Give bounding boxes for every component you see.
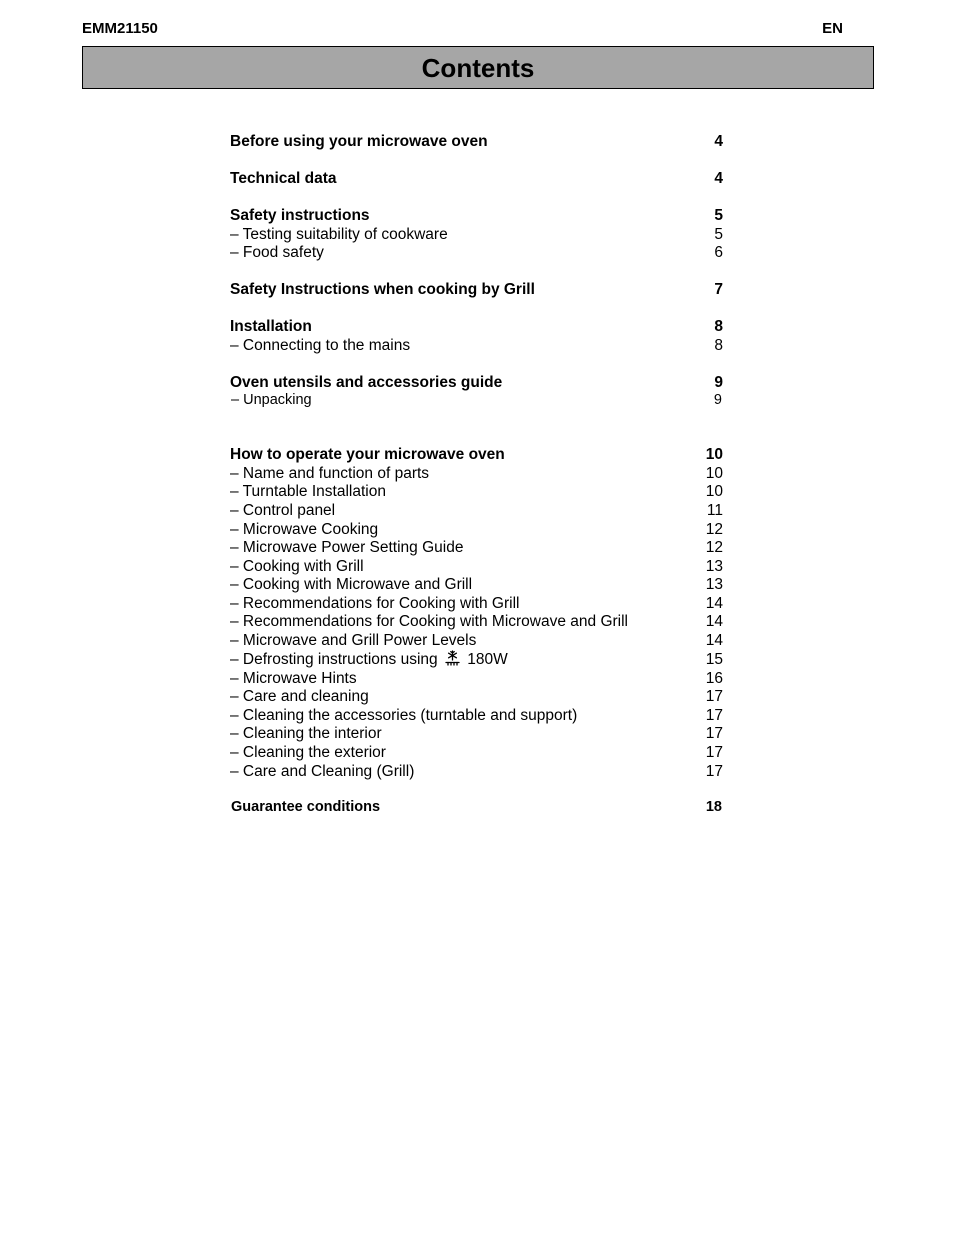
toc-subentry[interactable] bbox=[230, 538, 725, 557]
toc-entry[interactable] bbox=[230, 169, 725, 188]
toc-subentry[interactable] bbox=[230, 520, 725, 539]
toc-entry[interactable] bbox=[230, 132, 725, 151]
defrost-icon bbox=[444, 650, 461, 666]
toc-subentry[interactable] bbox=[230, 557, 725, 576]
toc-entry-label: – Microwave Hints bbox=[230, 670, 357, 687]
toc-entry-page: 5 bbox=[714, 207, 723, 224]
toc-entry-label: Safety Instructions when cooking by Grill bbox=[230, 281, 535, 298]
toc-entry[interactable] bbox=[230, 280, 725, 299]
toc-entry-label: – Testing suitability of cookware bbox=[230, 226, 448, 243]
toc-entry-page: 13 bbox=[705, 558, 723, 575]
title-bar bbox=[82, 46, 874, 89]
toc-subentry[interactable] bbox=[230, 724, 725, 743]
toc-entry-label: – Name and function of parts bbox=[230, 465, 430, 482]
toc-entry-page: 4 bbox=[714, 170, 723, 187]
toc-entry-page: 9 bbox=[714, 374, 723, 391]
toc-entry-page: 14 bbox=[705, 613, 723, 630]
toc-entry-page: 14 bbox=[705, 595, 723, 612]
toc-subentry[interactable] bbox=[230, 743, 725, 762]
toc-entry-label: – Control panel bbox=[230, 502, 336, 519]
toc-entry[interactable] bbox=[230, 317, 725, 336]
toc-entry-label: – Care and cleaning bbox=[230, 688, 369, 705]
toc-entry-page: 17 bbox=[705, 744, 723, 761]
page-title: Contents bbox=[421, 52, 535, 83]
toc-entry-label-suffix: 180W bbox=[467, 651, 508, 668]
toc-subentry[interactable] bbox=[230, 612, 725, 631]
toc-entry-label: Technical data bbox=[230, 170, 337, 187]
toc-subentry[interactable] bbox=[230, 225, 725, 244]
toc-entry-page: 10 bbox=[705, 465, 723, 482]
toc-entry-page: 11 bbox=[706, 502, 723, 519]
toc-entry-label: – Care and Cleaning (Grill) bbox=[230, 763, 415, 780]
toc-entry-label: Before using your microwave oven bbox=[230, 133, 488, 150]
toc-subentry[interactable] bbox=[230, 391, 725, 410]
toc-entry-label: Oven utensils and accessories guide bbox=[230, 374, 503, 391]
toc-entry-label: – Cleaning the interior bbox=[230, 725, 382, 742]
toc-subentry[interactable] bbox=[230, 243, 725, 262]
model-number: EMM21150 bbox=[82, 20, 158, 37]
toc-entry-page: 15 bbox=[705, 651, 723, 668]
toc-entry-page: 8 bbox=[714, 337, 723, 354]
toc-entry-label-group bbox=[230, 650, 508, 669]
toc-entry-page: 7 bbox=[714, 281, 723, 298]
toc-subentry[interactable] bbox=[230, 594, 725, 613]
toc-entry-label: – Cleaning the exterior bbox=[230, 744, 386, 761]
toc-entry-label: – Defrosting instructions using bbox=[230, 651, 438, 668]
toc-subentry[interactable] bbox=[230, 631, 725, 650]
toc-entry-page: 14 bbox=[705, 632, 723, 649]
toc-entry-label: – Microwave Cooking bbox=[230, 521, 379, 538]
toc-subentry[interactable] bbox=[230, 687, 725, 706]
toc-subentry[interactable] bbox=[230, 650, 725, 669]
toc-entry-page: 8 bbox=[714, 318, 723, 335]
toc-entry[interactable] bbox=[230, 798, 725, 817]
toc-subentry[interactable] bbox=[230, 464, 725, 483]
toc-entry-label: – Connecting to the mains bbox=[230, 337, 411, 354]
toc-subentry[interactable] bbox=[230, 706, 725, 725]
toc-entry-page: 10 bbox=[705, 483, 723, 500]
toc-subentry[interactable] bbox=[230, 336, 725, 355]
toc-entry-page: 12 bbox=[705, 521, 723, 538]
toc-entry-label: Guarantee conditions bbox=[231, 799, 381, 815]
toc-entry-page: 18 bbox=[705, 799, 722, 815]
toc-entry-page: 4 bbox=[714, 133, 723, 150]
toc-entry-page: 9 bbox=[713, 392, 722, 408]
toc-entry-label: – Turntable Installation bbox=[230, 483, 386, 500]
toc-subentry[interactable] bbox=[230, 762, 725, 781]
toc-entry-label: – Microwave Power Setting Guide bbox=[230, 539, 464, 556]
toc-entry-label: Installation bbox=[230, 318, 312, 335]
toc-entry-label: – Unpacking bbox=[231, 392, 312, 408]
toc-entry-label: – Cooking with Microwave and Grill bbox=[230, 576, 473, 593]
toc-entry-page: 16 bbox=[705, 670, 723, 687]
toc-entry-page: 13 bbox=[705, 576, 723, 593]
toc-entry-label: How to operate your microwave oven bbox=[230, 446, 505, 463]
toc-entry-label: – Recommendations for Cooking with Grill bbox=[230, 595, 520, 612]
toc-entry-label: – Recommendations for Cooking with Microwave and Grill bbox=[230, 613, 628, 630]
toc-entry-label: Safety instructions bbox=[230, 207, 370, 224]
toc-entry-page: 17 bbox=[705, 725, 723, 742]
toc-entry[interactable] bbox=[230, 206, 725, 225]
toc-entry-page: 17 bbox=[705, 707, 723, 724]
toc-entry-label: – Food safety bbox=[230, 244, 324, 261]
toc-entry-label: – Cooking with Grill bbox=[230, 558, 364, 575]
language-code: EN bbox=[822, 20, 843, 37]
toc-entry-label: – Microwave and Grill Power Levels bbox=[230, 632, 477, 649]
toc-entry-page: 6 bbox=[714, 244, 723, 261]
toc-subentry[interactable] bbox=[230, 575, 725, 594]
toc-entry[interactable] bbox=[230, 445, 725, 464]
toc-entry-page: 10 bbox=[705, 446, 723, 463]
toc-subentry[interactable] bbox=[230, 669, 725, 688]
toc-entry-page: 5 bbox=[714, 226, 723, 243]
toc-subentry[interactable] bbox=[230, 501, 725, 520]
toc-entry[interactable] bbox=[230, 373, 725, 392]
toc-entry-label: – Cleaning the accessories (turntable and support) bbox=[230, 707, 578, 724]
toc-entry-page: 17 bbox=[705, 763, 723, 780]
toc-entry-page: 17 bbox=[705, 688, 723, 705]
toc-entry-page: 12 bbox=[705, 539, 723, 556]
toc-subentry[interactable] bbox=[230, 482, 725, 501]
